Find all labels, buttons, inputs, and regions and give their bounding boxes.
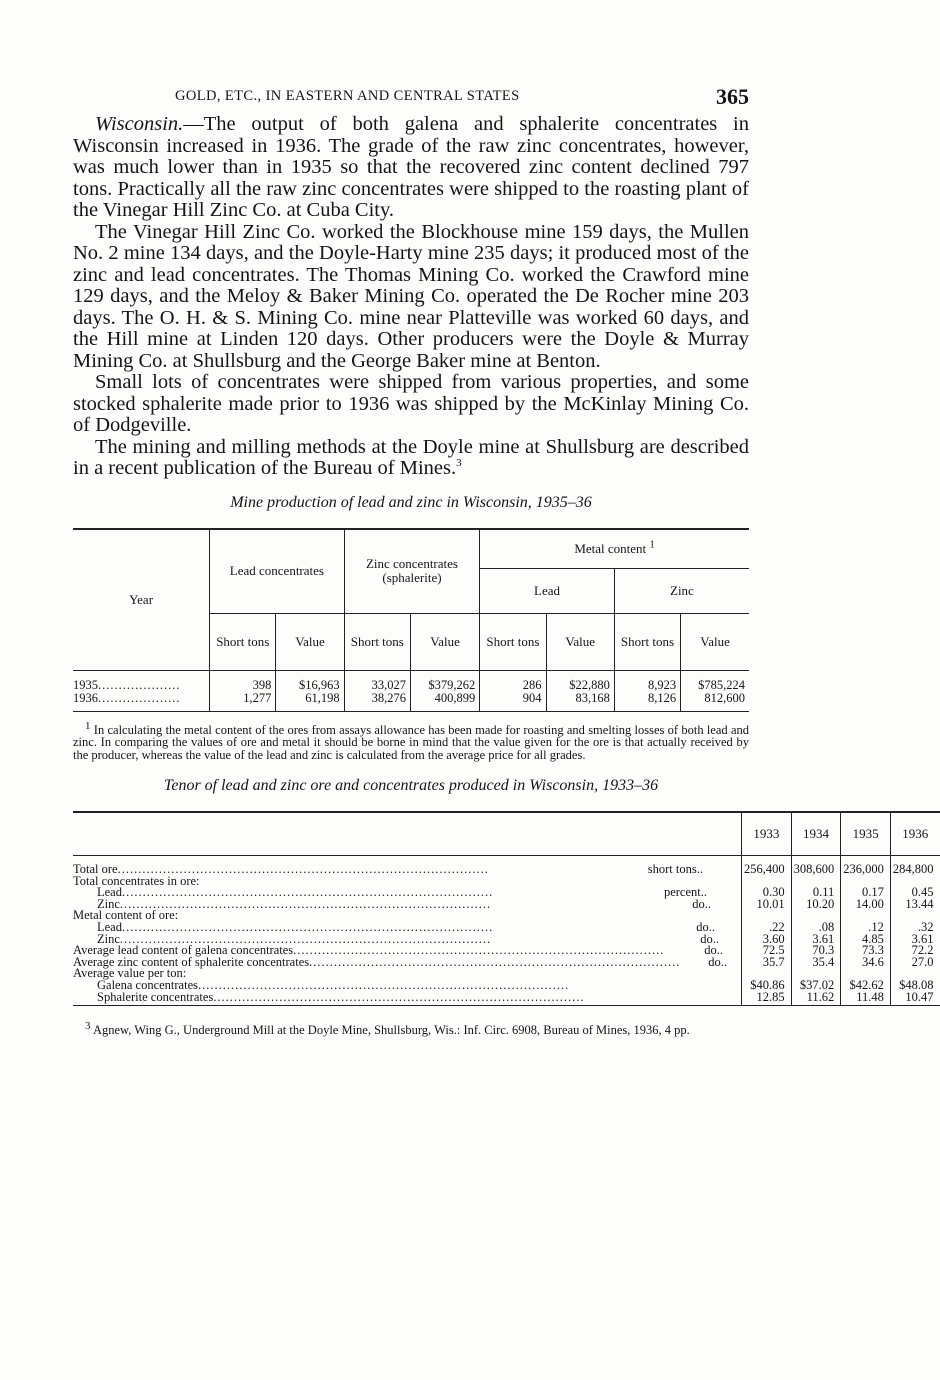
- footnote-ref[interactable]: 3: [456, 457, 462, 470]
- paragraph-heading: Wisconsin.: [95, 113, 184, 135]
- header-year: 1934: [791, 812, 841, 856]
- cell: 11.62: [791, 992, 841, 1004]
- row-label: Total concentrates in ore:: [73, 873, 200, 888]
- cell: 34.6: [841, 957, 891, 969]
- cell: 0.30: [742, 887, 792, 899]
- page: [73, 84, 934, 1038]
- header-short-tons: Short tons: [480, 613, 546, 670]
- row-label: Average zinc content of sphalerite concentrates.......................................................................................... do..: [73, 954, 727, 969]
- cell: $379,262: [410, 679, 479, 692]
- row-label: Sphalerite concentrates..........................................................................................: [73, 992, 742, 1004]
- paragraph-methods: [73, 437, 749, 480]
- header-blank: [73, 812, 742, 856]
- cell: .12: [841, 922, 891, 934]
- header-metal-content: [480, 529, 749, 569]
- row-label: Metal content of ore:: [73, 908, 179, 923]
- table-row: [73, 692, 749, 705]
- table-row: [73, 992, 940, 1004]
- header-metal-lead: Lead: [480, 568, 615, 613]
- row-unit: do: [704, 943, 717, 958]
- footnote-ref[interactable]: 1: [649, 538, 655, 551]
- row-label: Average lead content of galena concentrates.......................................................................................... do..: [73, 943, 723, 958]
- cell: 61,198: [276, 692, 344, 705]
- cell: 70.3: [791, 945, 841, 957]
- header-metal-content-label: Metal content: [574, 540, 647, 556]
- cell: 35.4: [791, 957, 841, 969]
- header-zinc-concentrates: Zinc concentrates (sphalerite): [344, 529, 480, 614]
- paragraph-text: The mining and milling methods at the Doyle mine at Shullsburg are described in a recent publication of the Bureau of Mines.: [73, 435, 749, 479]
- cell: 11.48: [841, 992, 891, 1004]
- cell: 83,168: [546, 692, 614, 705]
- cell: 10.01: [742, 899, 792, 911]
- row-unit: do: [700, 931, 713, 946]
- cell: 308,600: [791, 864, 841, 876]
- cell: 8,923: [614, 679, 680, 692]
- cell: 10.20: [791, 899, 841, 911]
- cell: $785,224: [681, 679, 749, 692]
- cell: 73.3: [841, 945, 891, 957]
- cell: 3.60: [742, 934, 792, 946]
- table-tenor: [73, 811, 940, 1006]
- table1-footnote: [73, 719, 749, 762]
- row-year: 1935....................: [73, 677, 181, 692]
- leader-dots: ..........................................................................................: [197, 977, 570, 992]
- cell: 12.85: [742, 992, 792, 1004]
- cell: $16,963: [276, 679, 344, 692]
- header-year: Year: [73, 529, 210, 671]
- table-row: [73, 899, 940, 911]
- header-value: Value: [410, 613, 479, 670]
- cell: .08: [791, 922, 841, 934]
- cell: 10.47: [890, 992, 939, 1004]
- cell: 3.61: [791, 934, 841, 946]
- cell: 8,126: [614, 692, 680, 705]
- row-label: Zinc.......................................................................................... do..: [97, 896, 711, 911]
- cell: $48.08: [890, 980, 939, 992]
- header-value: Value: [276, 613, 344, 670]
- header-short-tons: Short tons: [614, 613, 680, 670]
- header-short-tons: Short tons: [344, 613, 410, 670]
- cell: 72.2: [890, 945, 939, 957]
- cell: 1,277: [210, 692, 276, 705]
- leader-dots: ..........................................................................................: [121, 919, 494, 934]
- cell: .32: [890, 922, 939, 934]
- cell: 904: [480, 692, 546, 705]
- cell: 14.00: [841, 899, 891, 911]
- cell: 27.0: [890, 957, 939, 969]
- table-mine-production: [73, 528, 749, 712]
- cell: 284,800: [890, 864, 939, 876]
- cell: 38,276: [344, 692, 410, 705]
- leader-dots: ..........................................................................................: [119, 931, 492, 946]
- row-label: Lead.......................................................................................... do..: [97, 919, 715, 934]
- page-number: 365: [716, 84, 749, 109]
- footnote-3: [73, 1019, 749, 1038]
- row-label: Galena concentrates..........................................................................................: [73, 980, 742, 992]
- leader-dots: ..........................................................................................: [121, 885, 494, 900]
- row-unit: do: [696, 919, 709, 934]
- cell: 812,600: [681, 692, 749, 705]
- row-label: Lead.......................................................................................... percent..: [97, 885, 707, 900]
- cell: 0.45: [890, 887, 939, 899]
- cell: 256,400: [742, 864, 792, 876]
- cell: $42.62: [841, 980, 891, 992]
- row-year: 1936....................: [73, 690, 181, 705]
- cell: 0.17: [841, 887, 891, 899]
- cell: $22,880: [546, 679, 614, 692]
- leader-dots: ..........................................................................................: [213, 989, 585, 1004]
- footnote-text: In calculating the metal content of the ores from assays allowance has been made for roasting and smelting losses of both lead and zinc. In comparing the values of ore and metal it should be borne in mind that the value given for the ore is that actually received by the producer, whereas the value of the lead and zinc is calculated from the average price for all grades.: [73, 722, 749, 762]
- row-unit: do: [692, 896, 705, 911]
- cell: 398: [210, 679, 276, 692]
- cell: 0.11: [791, 887, 841, 899]
- paragraph-text: —The output of both galena and sphalerite concentrates in Wisconsin increased in 1936. The grade of the raw zinc concentrates, however, was much lower than in 1935 so that the recovered zinc content declined 797 tons. Practically all the raw zinc concentrates were shipped to the roasting plant of the Vinegar Hill Zinc Co. at Cuba City.: [73, 113, 749, 221]
- leader-dots: ..........................................................................................: [119, 896, 492, 911]
- leader-dots: ..........................................................................................: [117, 862, 489, 876]
- header-year: 1933: [742, 812, 792, 856]
- page-header: [73, 84, 749, 114]
- running-head: GOLD, ETC., IN EASTERN AND CENTRAL STATES: [175, 88, 520, 104]
- table-row: [73, 864, 940, 876]
- row-unit: short tons: [647, 862, 697, 876]
- paragraph-producers: The Vinegar Hill Zinc Co. worked the Blockhouse mine 159 days, the Mullen No. 2 mine 134 days, and the Doyle-Harty mine 235 days; it produced most of the zinc and lead concentrates. The Thomas Mining Co. worked the Crawford mine 129 days, and the Meloy & Baker Mining Co. operated the De Rocher mine 203 days. The O. H. & S. Mining Co. mine near Platteville was worked 60 days, and the Hill mine at Linden 120 days. Other producers were the Doyle & Murray Mining Co. at Shullsburg and the George Baker mine at Benton.: [73, 220, 749, 372]
- header-value: Value: [546, 613, 614, 670]
- cell: 13.44: [890, 899, 939, 911]
- cell: $40.86: [742, 980, 792, 992]
- header-short-tons: Short tons: [210, 613, 276, 670]
- row-label: Average value per ton:: [73, 966, 187, 981]
- cell: 400,899: [410, 692, 479, 705]
- header-year: 1936: [890, 812, 939, 856]
- cell: 72.5: [742, 945, 792, 957]
- row-label: Zinc.......................................................................................... do..: [97, 931, 719, 946]
- header-lead-concentrates: Lead concentrates: [210, 529, 345, 614]
- footnote-mark: 3: [85, 1019, 91, 1032]
- table2-caption: Tenor of lead and zinc ore and concentrates produced in Wisconsin, 1933–36: [163, 777, 659, 794]
- cell: 4.85: [841, 934, 891, 946]
- leader-dots: ..........................................................................................: [309, 954, 681, 969]
- row-unit: do: [708, 954, 721, 969]
- cell: 35.7: [742, 957, 792, 969]
- cell: 3.61: [890, 934, 939, 946]
- footnote-text: Agnew, Wing G., Underground Mill at the Doyle Mine, Shullsburg, Wis.: Inf. Circ. 6908, Bureau of Mines, 1936, 4 pp.: [92, 1023, 690, 1038]
- header-year: 1935: [841, 812, 891, 856]
- table1-caption: Mine production of lead and zinc in Wisconsin, 1935–36: [230, 493, 592, 511]
- cell: 33,027: [344, 679, 410, 692]
- table-body: [73, 864, 940, 1003]
- paragraph-small-lots: Small lots of concentrates were shipped from various properties, and some stocked sphalerite made prior to 1936 was shipped by the McKinlay Mining Co. of Dodgeville.: [73, 371, 749, 436]
- table-row: [73, 957, 940, 969]
- paragraph-wisconsin: [73, 114, 749, 222]
- footnote-mark: 1: [85, 719, 91, 732]
- cell: 236,000: [841, 864, 891, 876]
- row-unit: percent: [663, 885, 701, 900]
- row-label: Total ore.......................................................................................... short tons..: [73, 862, 703, 876]
- leader-dots: ..........................................................................................: [293, 943, 665, 958]
- header-value: Value: [681, 613, 749, 670]
- cell: $37.02: [791, 980, 841, 992]
- cell: 286: [480, 679, 546, 692]
- cell: .22: [742, 922, 792, 934]
- header-metal-zinc: Zinc: [614, 568, 749, 613]
